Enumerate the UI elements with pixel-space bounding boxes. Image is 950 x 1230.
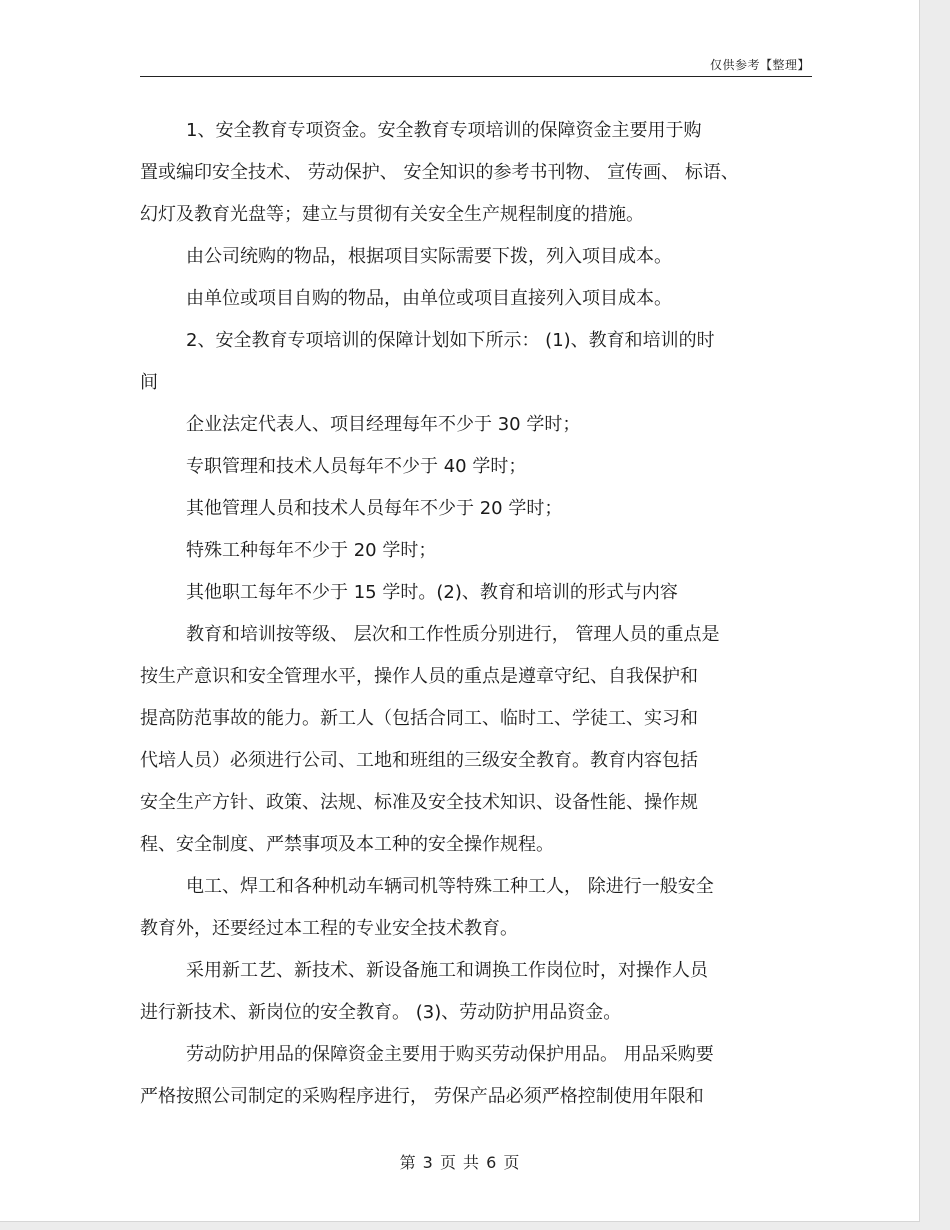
- text-line: 其他职工每年不少于 15 学时。(2)、教育和培训的形式与内容: [186, 582, 678, 603]
- document-body: [140, 110, 816, 1118]
- text-line: 劳动防护用品的保障资金主要用于购买劳动保护用品。 用品采购要: [186, 1044, 714, 1065]
- text-line: 代培人员）必须进行公司、工地和班组的三级安全教育。教育内容包括: [140, 750, 698, 771]
- text-line: 特殊工种每年不少于 20 学时；: [186, 540, 437, 561]
- text-line: 其他管理人员和技术人员每年不少于 20 学时；: [186, 498, 563, 519]
- text-line: 电工、焊工和各种机动车辆司机等特殊工种工人， 除进行一般安全: [186, 876, 714, 897]
- text-line: 教育和培训按等级、 层次和工作性质分别进行， 管理人员的重点是: [186, 624, 720, 645]
- page-footer: 第 3 页 共 6 页: [399, 1153, 521, 1172]
- text-line: 安全生产方针、政策、法规、标准及安全技术知识、设备性能、操作规: [140, 792, 698, 813]
- text-line: 严格按照公司制定的采购程序进行， 劳保产品必须严格控制使用年限和: [140, 1086, 704, 1107]
- text-line: 由公司统购的物品，根据项目实际需要下拨，列入项目成本。: [186, 246, 672, 267]
- text-line: 专职管理和技术人员每年不少于 40 学时；: [186, 456, 527, 477]
- page-header: [140, 52, 812, 77]
- text-line: 按生产意识和安全管理水平，操作人员的重点是遵章守纪、自我保护和: [140, 666, 698, 687]
- text-line: 幻灯及教育光盘等；建立与贯彻有关安全生产规程制度的措施。: [140, 204, 644, 225]
- header-note: 仅供参考【整理】: [709, 58, 810, 72]
- text-line: 由单位或项目自购的物品，由单位或项目直接列入项目成本。: [186, 288, 672, 309]
- text-line: 2、安全教育专项培训的保障计划如下所示： (1)、教育和培训的时: [186, 330, 715, 351]
- text-line: 采用新工艺、新技术、新设备施工和调换工作岗位时，对操作人员: [186, 960, 708, 981]
- text-line: 企业法定代表人、项目经理每年不少于 30 学时；: [186, 414, 581, 435]
- text-line: 教育外，还要经过本工程的专业安全技术教育。: [140, 918, 518, 939]
- text-line: 1、安全教育专项资金。安全教育专项培训的保障资金主要用于购: [186, 120, 702, 141]
- text-line: 提高防范事故的能力。新工人（包括合同工、临时工、学徒工、实习和: [140, 708, 698, 729]
- text-line: 进行新技术、新岗位的安全教育。 (3)、劳动防护用品资金。: [140, 1002, 622, 1023]
- text-line: 程、安全制度、严禁事项及本工种的安全操作规程。: [140, 834, 554, 855]
- text-line: 置或编印安全技术、 劳动保护、 安全知识的参考书刊物、 宣传画、 标语、: [140, 162, 739, 183]
- text-line: 间: [140, 372, 158, 393]
